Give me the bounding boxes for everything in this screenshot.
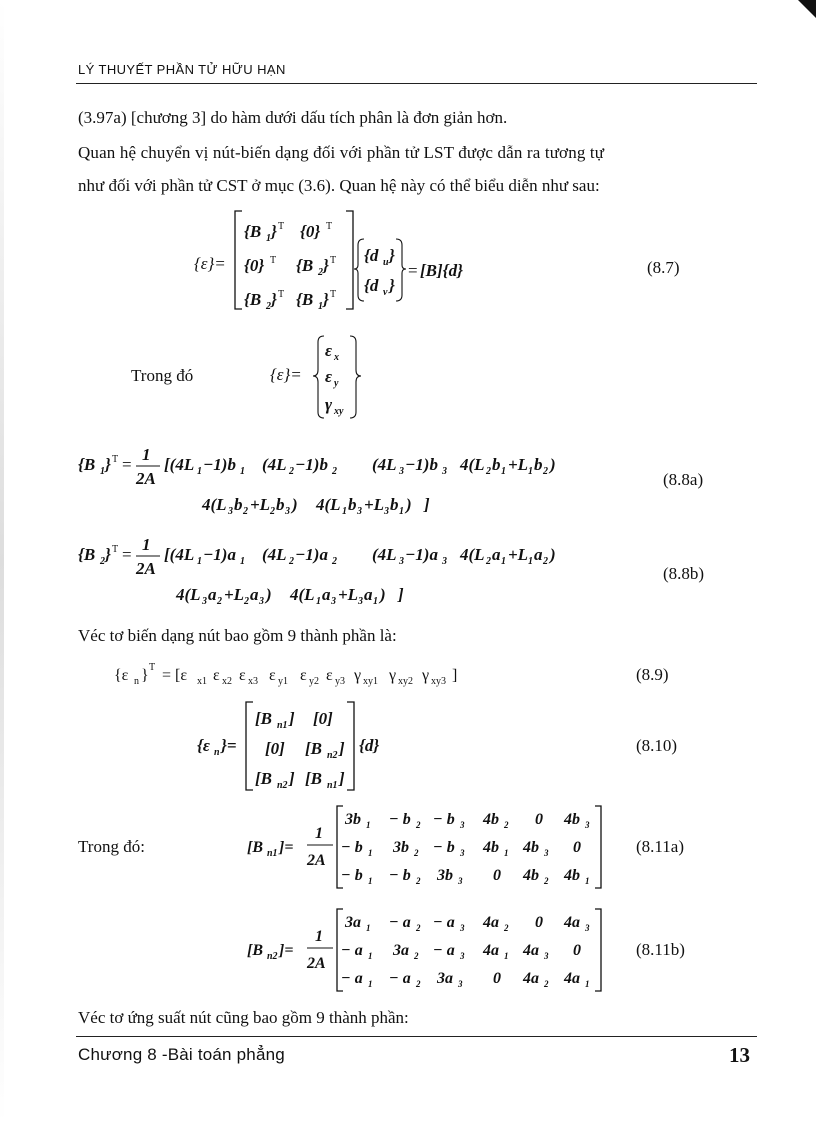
svg-text:0: 0 — [573, 839, 581, 856]
svg-text:[(4L: [(4L — [164, 545, 195, 564]
svg-text:ε: ε — [213, 667, 220, 684]
svg-text:b: b — [390, 495, 399, 514]
svg-text:1: 1 — [368, 951, 373, 961]
svg-text:{0}: {0} — [244, 256, 265, 275]
svg-text:3: 3 — [460, 923, 465, 933]
svg-text:3: 3 — [285, 506, 290, 517]
svg-text:1: 1 — [373, 596, 378, 607]
text-line-1: (3.97a) [chương 3] do hàm dưới dấu tích phân là đơn giản hơn. — [78, 108, 508, 127]
svg-text:3: 3 — [585, 820, 590, 830]
svg-text:T: T — [149, 662, 156, 673]
svg-text:3: 3 — [384, 506, 389, 517]
svg-text:a: a — [322, 585, 331, 604]
svg-text:2: 2 — [318, 267, 323, 278]
svg-text:3: 3 — [460, 820, 465, 830]
svg-text:2: 2 — [414, 848, 419, 858]
svg-text:T: T — [112, 454, 119, 465]
svg-text:{B: {B — [78, 455, 96, 474]
svg-text:1: 1 — [315, 928, 323, 945]
svg-text:1: 1 — [504, 848, 509, 858]
svg-text:}: } — [323, 256, 329, 275]
svg-text:2A: 2A — [136, 469, 156, 488]
svg-text:{d}: {d} — [359, 736, 380, 755]
svg-text:T: T — [278, 289, 285, 300]
equation-8-11b — [245, 903, 615, 998]
svg-text:2: 2 — [543, 556, 548, 567]
svg-text:): ) — [380, 585, 386, 604]
svg-text:3: 3 — [331, 596, 336, 607]
svg-text:]: ] — [424, 495, 430, 514]
svg-text:4a: 4a — [483, 942, 499, 959]
svg-text:2: 2 — [486, 466, 491, 477]
svg-text:1: 1 — [528, 466, 533, 477]
paragraph-2-line-2: như đối với phần tử CST ở mục (3.6). Quan hệ này có thể biểu diễn như sau: — [78, 176, 600, 195]
svg-text:{B: {B — [296, 290, 314, 309]
equation-8-11a — [245, 800, 615, 895]
svg-text:]: ] — [339, 769, 345, 788]
svg-text:(4L: (4L — [372, 545, 397, 564]
svg-text:x1: x1 — [197, 676, 207, 687]
svg-text:): ) — [550, 455, 556, 474]
svg-text:1: 1 — [399, 506, 404, 517]
svg-text:}: } — [141, 667, 149, 684]
svg-text:(4L: (4L — [372, 455, 397, 474]
svg-text:1: 1 — [368, 979, 373, 989]
svg-text:γ: γ — [325, 395, 333, 414]
svg-text:+L: +L — [508, 545, 529, 564]
svg-text:xy3: xy3 — [431, 676, 446, 687]
svg-text:n2: n2 — [267, 951, 278, 962]
svg-text:[B]{d}: [B]{d} — [420, 261, 463, 280]
svg-text:1: 1 — [366, 820, 371, 830]
svg-text:T: T — [112, 544, 119, 555]
svg-text:3: 3 — [442, 466, 447, 477]
svg-text:4a: 4a — [564, 970, 580, 987]
svg-text:1: 1 — [197, 556, 202, 567]
svg-text:n: n — [134, 676, 139, 687]
svg-text:b: b — [234, 495, 243, 514]
svg-text:3: 3 — [544, 848, 549, 858]
svg-text:): ) — [406, 495, 412, 514]
svg-text:x3: x3 — [248, 676, 258, 687]
svg-text:n1: n1 — [327, 780, 338, 791]
svg-text:(4L: (4L — [262, 455, 287, 474]
svg-text:3: 3 — [458, 979, 463, 989]
svg-text:y: y — [334, 378, 339, 389]
svg-text:1: 1 — [366, 923, 371, 933]
trong-do-label-1: Trong đó — [131, 366, 194, 385]
svg-text:ε: ε — [325, 367, 332, 386]
svg-text:y1: y1 — [278, 676, 288, 687]
svg-text:= [ε: = [ε — [162, 667, 188, 684]
svg-text:y3: y3 — [335, 676, 345, 687]
svg-text:0: 0 — [535, 914, 543, 931]
svg-text:3: 3 — [202, 596, 207, 607]
svg-text:3b: 3b — [345, 811, 361, 828]
svg-text:2: 2 — [332, 466, 337, 477]
svg-text:2A: 2A — [307, 955, 326, 972]
svg-text:2: 2 — [332, 556, 337, 567]
svg-text:}: } — [105, 545, 111, 564]
svg-text:): ) — [266, 585, 272, 604]
svg-text:4b: 4b — [564, 811, 580, 828]
svg-text:2: 2 — [289, 466, 294, 477]
svg-text:}: } — [105, 455, 111, 474]
svg-text:x2: x2 — [222, 676, 232, 687]
svg-text:3a: 3a — [393, 942, 409, 959]
svg-text:4(L: 4(L — [460, 455, 485, 474]
svg-text:3: 3 — [358, 596, 363, 607]
svg-text:}: } — [323, 290, 329, 309]
equation-8-10 — [195, 698, 425, 798]
equation-number-8-11b: (8.11b) — [636, 940, 685, 959]
svg-text:2A: 2A — [307, 852, 326, 869]
svg-text:v: v — [383, 287, 388, 298]
svg-text:− a: − a — [341, 942, 363, 959]
svg-text:{B: {B — [244, 290, 262, 309]
svg-text:}=: }= — [221, 736, 237, 755]
svg-text:4(L: 4(L — [176, 585, 201, 604]
svg-text:4a: 4a — [564, 914, 580, 931]
svg-text:1: 1 — [342, 506, 347, 517]
equation-8-9 — [112, 656, 572, 692]
svg-text:2: 2 — [416, 979, 421, 989]
svg-text:2: 2 — [416, 820, 421, 830]
svg-text:− a: − a — [341, 970, 363, 987]
scan-edge-shadow — [0, 0, 4, 1123]
svg-text:−1)b: −1)b — [295, 455, 328, 474]
svg-text:xy1: xy1 — [363, 676, 378, 687]
svg-text:+L: +L — [508, 455, 529, 474]
svg-text:xy2: xy2 — [398, 676, 413, 687]
svg-text:{0}: {0} — [300, 222, 321, 241]
svg-text:a: a — [492, 545, 501, 564]
svg-text:0: 0 — [493, 970, 501, 987]
svg-text:0: 0 — [573, 942, 581, 959]
svg-text:4b: 4b — [483, 811, 499, 828]
svg-text:a: a — [250, 585, 259, 604]
svg-text:]: ] — [289, 709, 295, 728]
svg-text:2: 2 — [504, 820, 509, 830]
svg-text:− b: − b — [341, 867, 363, 884]
svg-text:]: ] — [339, 739, 345, 758]
svg-text:n: n — [214, 747, 220, 758]
svg-text:{d: {d — [364, 246, 379, 265]
svg-text:4a: 4a — [483, 914, 499, 931]
svg-text:2: 2 — [486, 556, 491, 567]
svg-text:1: 1 — [368, 848, 373, 858]
svg-text:b: b — [492, 455, 501, 474]
equation-8-7 — [180, 203, 510, 318]
svg-text:T: T — [278, 221, 285, 232]
svg-text:1: 1 — [585, 979, 590, 989]
svg-text:u: u — [383, 257, 389, 268]
svg-text:1: 1 — [197, 466, 202, 477]
svg-text:1: 1 — [504, 951, 509, 961]
svg-text:1: 1 — [315, 825, 323, 842]
svg-text:3: 3 — [585, 923, 590, 933]
strain-vector-definition — [268, 330, 378, 425]
svg-text:+L: +L — [364, 495, 385, 514]
svg-text:2A: 2A — [136, 559, 156, 578]
svg-text:a: a — [534, 545, 543, 564]
svg-text:): ) — [550, 545, 556, 564]
svg-text:γ: γ — [422, 667, 430, 684]
svg-text:=: = — [408, 261, 418, 280]
footer-rule — [76, 1036, 757, 1037]
svg-text:3: 3 — [442, 556, 447, 567]
svg-text:1: 1 — [142, 535, 151, 554]
svg-text:T: T — [330, 289, 337, 300]
svg-text:3b: 3b — [393, 839, 409, 856]
svg-text:3: 3 — [259, 596, 264, 607]
svg-text:4b: 4b — [523, 867, 539, 884]
svg-text:1: 1 — [316, 596, 321, 607]
svg-text:{B: {B — [244, 222, 262, 241]
header-rule — [76, 83, 757, 84]
svg-text:2: 2 — [544, 979, 549, 989]
svg-text:1: 1 — [501, 466, 506, 477]
paragraph-2-line-1: Quan hệ chuyển vị nút-biến dạng đối với phần tử LST được dẫn ra tương tự — [78, 143, 605, 162]
svg-text:b: b — [534, 455, 543, 474]
svg-text:− a: − a — [389, 970, 411, 987]
svg-text:2: 2 — [100, 556, 105, 567]
equation-8-8a — [76, 440, 656, 520]
svg-text:−1)a: −1)a — [295, 545, 328, 564]
svg-text:2: 2 — [543, 466, 548, 477]
svg-text:n1: n1 — [277, 720, 288, 731]
svg-text:3b: 3b — [437, 867, 453, 884]
svg-text:−1)b: −1)b — [405, 455, 438, 474]
svg-text:2: 2 — [504, 923, 509, 933]
svg-text:{ε: {ε — [114, 667, 129, 684]
svg-text:3: 3 — [460, 951, 465, 961]
svg-text:]: ] — [398, 585, 404, 604]
svg-text:[B: [B — [255, 769, 272, 788]
page-corner-mark — [798, 0, 816, 18]
svg-text:]: ] — [289, 769, 295, 788]
svg-text:1: 1 — [585, 876, 590, 886]
svg-text:− b: − b — [389, 867, 411, 884]
nodal-strain-intro: Véc tơ biến dạng nút bao gồm 9 thành phần là: — [78, 626, 397, 645]
footer-chapter: Chương 8 -Bài toán phẳng — [78, 1045, 285, 1064]
svg-text:−1)b: −1)b — [203, 455, 236, 474]
svg-text:− b: − b — [389, 811, 411, 828]
svg-text:3a: 3a — [345, 914, 361, 931]
svg-text:ε: ε — [239, 667, 246, 684]
svg-text:y2: y2 — [309, 676, 319, 687]
svg-text:ε: ε — [325, 341, 332, 360]
svg-text:3: 3 — [399, 556, 404, 567]
svg-text:}: } — [389, 246, 395, 265]
svg-text:[0]: [0] — [313, 709, 333, 728]
equation-number-8-7: (8.7) — [647, 258, 680, 277]
svg-text:0: 0 — [493, 867, 501, 884]
svg-text:a: a — [208, 585, 217, 604]
svg-text:(4L: (4L — [262, 545, 287, 564]
equation-number-8-8a: (8.8a) — [663, 470, 704, 489]
svg-text:[B: [B — [247, 839, 263, 856]
svg-text:3: 3 — [458, 876, 463, 886]
svg-text:1: 1 — [501, 556, 506, 567]
svg-text:n1: n1 — [267, 848, 278, 859]
svg-text:2: 2 — [243, 506, 248, 517]
svg-text:ε: ε — [269, 667, 276, 684]
svg-text:− a: − a — [433, 942, 455, 959]
svg-text:3: 3 — [460, 848, 465, 858]
svg-text:0: 0 — [535, 811, 543, 828]
svg-text:{ε}=: {ε}= — [270, 365, 302, 384]
svg-text:[0]: [0] — [265, 739, 285, 758]
svg-text:x: x — [334, 352, 339, 363]
svg-text:]=: ]= — [279, 942, 294, 959]
svg-text:3: 3 — [228, 506, 233, 517]
svg-text:2: 2 — [416, 923, 421, 933]
svg-text:2: 2 — [270, 506, 275, 517]
svg-text:{ε}=: {ε}= — [194, 254, 226, 273]
svg-text:T: T — [270, 255, 277, 266]
svg-text:− a: − a — [389, 914, 411, 931]
svg-text:xy: xy — [334, 406, 344, 417]
svg-text:=: = — [122, 545, 132, 564]
svg-text:]=: ]= — [279, 839, 294, 856]
svg-text:}: } — [271, 222, 277, 241]
svg-text:n2: n2 — [277, 780, 288, 791]
svg-text:T: T — [330, 255, 337, 266]
svg-text:[B: [B — [255, 709, 272, 728]
running-header: LÝ THUYẾT PHẦN TỬ HỮU HẠN — [78, 62, 286, 77]
svg-text:+L: +L — [250, 495, 271, 514]
svg-text:4(L: 4(L — [460, 545, 485, 564]
svg-text:1: 1 — [266, 233, 271, 244]
svg-text:1: 1 — [528, 556, 533, 567]
trong-do-label-2: Trong đó: — [78, 837, 145, 856]
svg-text:γ: γ — [354, 667, 362, 684]
svg-text:{d: {d — [364, 276, 379, 295]
svg-text:ε: ε — [326, 667, 333, 684]
svg-text:]: ] — [452, 667, 458, 684]
svg-text:1: 1 — [100, 466, 105, 477]
equation-number-8-9: (8.9) — [636, 665, 669, 684]
page-number: 13 — [729, 1043, 750, 1067]
svg-text:T: T — [326, 221, 333, 232]
svg-text:4a: 4a — [523, 970, 539, 987]
svg-text:{B: {B — [78, 545, 96, 564]
svg-text:1: 1 — [142, 445, 151, 464]
svg-text:=: = — [122, 455, 132, 474]
svg-text:1: 1 — [240, 556, 245, 567]
svg-text:4b: 4b — [564, 867, 580, 884]
svg-text:2: 2 — [244, 596, 249, 607]
svg-text:4a: 4a — [523, 942, 539, 959]
svg-text:3: 3 — [544, 951, 549, 961]
svg-text:+L: +L — [338, 585, 359, 604]
svg-text:{ε: {ε — [197, 736, 210, 755]
svg-text:}: } — [271, 290, 277, 309]
svg-text:[B: [B — [247, 942, 263, 959]
svg-text:2: 2 — [414, 951, 419, 961]
svg-text:b: b — [348, 495, 357, 514]
svg-text:3: 3 — [357, 506, 362, 517]
svg-text:4(L: 4(L — [316, 495, 341, 514]
svg-text:1: 1 — [240, 466, 245, 477]
svg-text:2: 2 — [217, 596, 222, 607]
svg-text:3: 3 — [399, 466, 404, 477]
svg-text:2: 2 — [544, 876, 549, 886]
svg-text:a: a — [364, 585, 373, 604]
svg-text:b: b — [276, 495, 285, 514]
svg-text:[(4L: [(4L — [164, 455, 195, 474]
svg-text:[B: [B — [305, 739, 322, 758]
svg-text:+L: +L — [224, 585, 245, 604]
svg-text:[B: [B — [305, 769, 322, 788]
nodal-stress-intro: Véc tơ ứng suất nút cũng bao gồm 9 thành phần: — [78, 1008, 409, 1027]
svg-text:1: 1 — [368, 876, 373, 886]
svg-text:): ) — [292, 495, 298, 514]
svg-text:− a: − a — [433, 914, 455, 931]
svg-text:− b: − b — [433, 839, 455, 856]
svg-text:4b: 4b — [523, 839, 539, 856]
svg-text:3a: 3a — [437, 970, 453, 987]
equation-number-8-10: (8.10) — [636, 736, 678, 755]
svg-text:2: 2 — [289, 556, 294, 567]
svg-text:{B: {B — [296, 256, 314, 275]
svg-text:4(L: 4(L — [202, 495, 227, 514]
svg-text:−1)a: −1)a — [405, 545, 438, 564]
svg-text:4(L: 4(L — [290, 585, 315, 604]
equation-number-8-11a: (8.11a) — [636, 837, 684, 856]
equation-8-8b — [76, 530, 656, 610]
svg-text:n2: n2 — [327, 750, 338, 761]
svg-text:γ: γ — [389, 667, 397, 684]
svg-text:4b: 4b — [483, 839, 499, 856]
svg-text:1: 1 — [318, 301, 323, 312]
svg-text:ε: ε — [300, 667, 307, 684]
svg-text:}: } — [389, 276, 395, 295]
svg-text:2: 2 — [416, 876, 421, 886]
equation-number-8-8b: (8.8b) — [663, 564, 705, 583]
svg-text:2: 2 — [266, 301, 271, 312]
svg-text:− b: − b — [341, 839, 363, 856]
svg-text:−1)a: −1)a — [203, 545, 236, 564]
svg-text:− b: − b — [433, 811, 455, 828]
